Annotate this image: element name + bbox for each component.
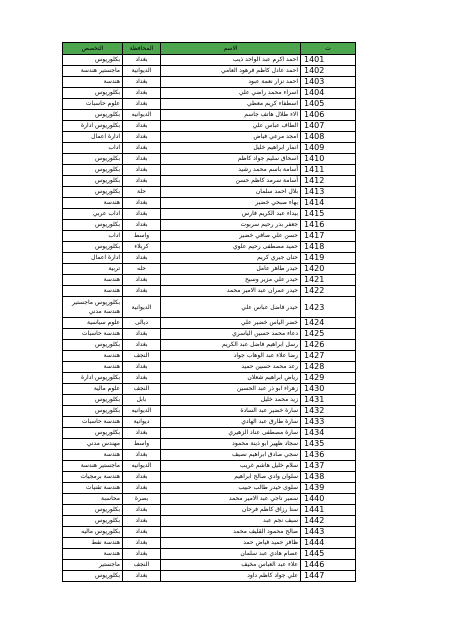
cell-governorate: بغداد xyxy=(123,571,161,582)
cell-name: حيدر علي مزير وسيح xyxy=(161,275,301,286)
cell-governorate: بغداد xyxy=(123,220,161,231)
cell-governorate: بغداد xyxy=(123,538,161,549)
table-row xyxy=(63,362,356,373)
cell-specialty: بكلوريوس xyxy=(63,428,123,439)
cell-name: حيدر عمران عبد الامير محمد xyxy=(161,286,301,297)
table-row xyxy=(63,340,356,351)
cell-number: 1437 xyxy=(301,461,356,472)
cell-specialty: بكلوريوس xyxy=(63,187,123,198)
cell-number: 1413 xyxy=(301,187,356,198)
cell-governorate: بغداد xyxy=(123,428,161,439)
table-row xyxy=(63,373,356,384)
cell-number: 1447 xyxy=(301,571,356,582)
cell-name: عصام هادي عبد سلمان xyxy=(161,549,301,560)
table-row xyxy=(63,516,356,527)
cell-governorate: بغداد xyxy=(123,472,161,483)
roster-sheet xyxy=(62,42,355,582)
cell-governorate: ديوانية xyxy=(123,417,161,428)
cell-specialty: بكلوريوس xyxy=(63,110,123,121)
cell-specialty: بكلوريوس ادارة xyxy=(63,373,123,384)
cell-name: زهراء ابو ذر عبد الحسين xyxy=(161,384,301,395)
cell-specialty: علوم سياسية xyxy=(63,318,123,329)
cell-specialty: هندسة نفط xyxy=(63,538,123,549)
cell-name: بهاء صبحي خضير xyxy=(161,198,301,209)
table-row xyxy=(63,231,356,242)
cell-name: بيداء عبد الكريم فارس xyxy=(161,209,301,220)
cell-number: 1415 xyxy=(301,209,356,220)
cell-governorate: بغداد xyxy=(123,253,161,264)
cell-governorate: بغداد xyxy=(123,527,161,538)
cell-name: الطاف عباس علي xyxy=(161,121,301,132)
cell-specialty: بكلوريوس xyxy=(63,505,123,516)
cell-name: احمد نزار نعمة عبود xyxy=(161,77,301,88)
table-row xyxy=(63,165,356,176)
table-row xyxy=(63,66,356,77)
cell-governorate: واسط xyxy=(123,231,161,242)
cell-name: علي جواد كاظم داود xyxy=(161,571,301,582)
cell-name: امجد مرعي فياض xyxy=(161,132,301,143)
table-row xyxy=(63,198,356,209)
table-row xyxy=(63,187,356,198)
table-row xyxy=(63,538,356,549)
cell-name: جعفر بدر رحيم سربوت xyxy=(161,220,301,231)
cell-name: سجي صادق ابراهيم نصيف xyxy=(161,450,301,461)
cell-specialty: بكلوريوس xyxy=(63,340,123,351)
cell-number: 1403 xyxy=(301,77,356,88)
cell-specialty: ماجستير هندسة xyxy=(63,461,123,472)
cell-governorate: الديوانيه xyxy=(123,406,161,417)
table-row xyxy=(63,417,356,428)
cell-governorate: بغداد xyxy=(123,99,161,110)
cell-specialty: علوم مالية xyxy=(63,384,123,395)
cell-governorate: بغداد xyxy=(123,516,161,527)
cell-number: 1418 xyxy=(301,242,356,253)
cell-number: 1427 xyxy=(301,351,356,362)
cell-governorate: بغداد xyxy=(123,275,161,286)
cell-specialty: بكلوريوس xyxy=(63,242,123,253)
cell-governorate: بغداد xyxy=(123,143,161,154)
table-row xyxy=(63,121,356,132)
cell-name: سنا رزاق كاظم فرحان xyxy=(161,505,301,516)
cell-specialty: بكلوريوس xyxy=(63,154,123,165)
cell-name: سارة مصطفى عناد الزهيري xyxy=(161,428,301,439)
cell-name: احمد عادل كاظم فرهود العامي xyxy=(161,66,301,77)
cell-name: رياض ابراهيم شعلان xyxy=(161,373,301,384)
cell-specialty: بكلوريوس xyxy=(63,165,123,176)
table-row xyxy=(63,461,356,472)
cell-specialty: هندسة xyxy=(63,450,123,461)
cell-specialty: مهندس مدني xyxy=(63,439,123,450)
cell-specialty: علوم حاسبات xyxy=(63,99,123,110)
header-number: ت xyxy=(301,43,356,55)
cell-governorate: الديوانية xyxy=(123,66,161,77)
header-specialty: التخصص xyxy=(63,43,123,55)
cell-specialty: ادارة اعمال xyxy=(63,253,123,264)
cell-name: حسن علي صافي خضير xyxy=(161,231,301,242)
cell-specialty: هندسة حاسبات xyxy=(63,417,123,428)
table-row xyxy=(63,439,356,450)
table-row xyxy=(63,77,356,88)
cell-number: 1438 xyxy=(301,472,356,483)
table-row xyxy=(63,428,356,439)
cell-number: 1412 xyxy=(301,176,356,187)
cell-name: اسطفاء كريم معطي xyxy=(161,99,301,110)
cell-number: 1406 xyxy=(301,110,356,121)
cell-name: سارة خضير عبد السادة xyxy=(161,406,301,417)
cell-governorate: حله xyxy=(123,264,161,275)
cell-governorate: بغداد xyxy=(123,362,161,373)
cell-name: صالح محمود القليف محمد xyxy=(161,527,301,538)
cell-specialty: اداب عربي xyxy=(63,209,123,220)
cell-specialty: هندسة تقنيات xyxy=(63,483,123,494)
table-row xyxy=(63,571,356,582)
cell-governorate: النجف xyxy=(123,560,161,571)
cell-name: سلوان وادي صالح ابراهيم xyxy=(161,472,301,483)
cell-number: 1404 xyxy=(301,88,356,99)
table-row xyxy=(63,472,356,483)
cell-specialty: اداب xyxy=(63,143,123,154)
cell-governorate: بغداد xyxy=(123,329,161,340)
cell-number: 1436 xyxy=(301,450,356,461)
cell-number: 1419 xyxy=(301,253,356,264)
cell-specialty: بكلوريوس xyxy=(63,395,123,406)
cell-specialty: هندسة حاسبات xyxy=(63,329,123,340)
cell-name: حنان جبري كريم xyxy=(161,253,301,264)
table-row xyxy=(63,395,356,406)
cell-name: رعد محمد حسين حميد xyxy=(161,362,301,373)
cell-specialty: هندسة برمجيات xyxy=(63,472,123,483)
cell-specialty: اداب xyxy=(63,231,123,242)
table-body xyxy=(63,55,356,582)
cell-governorate: ديالى xyxy=(123,318,161,329)
cell-name: اسحاق سليم جواد كاظم xyxy=(161,154,301,165)
cell-name: حميد مصطفى رحيم علوي xyxy=(161,242,301,253)
cell-name: علاء عبد العباس مخيف xyxy=(161,560,301,571)
cell-name: احمد اكرم عبد الواحد ذيب xyxy=(161,55,301,66)
cell-specialty: بكلوريوس ماليه xyxy=(63,527,123,538)
table-row xyxy=(63,264,356,275)
cell-name: سلام خليل هاشم غريب xyxy=(161,461,301,472)
cell-specialty: هندسة xyxy=(63,198,123,209)
table-row xyxy=(63,297,356,318)
cell-governorate: بغداد xyxy=(123,132,161,143)
cell-governorate: النجف xyxy=(123,384,161,395)
cell-governorate: بغداد xyxy=(123,209,161,220)
table-row xyxy=(63,110,356,121)
cell-name: سجاد ظهير ابو ذينة محمود xyxy=(161,439,301,450)
cell-number: 1408 xyxy=(301,132,356,143)
cell-governorate: حلة xyxy=(123,187,161,198)
cell-governorate: كربلاء xyxy=(123,242,161,253)
cell-number: 1417 xyxy=(301,231,356,242)
cell-number: 1431 xyxy=(301,395,356,406)
cell-governorate: النجف xyxy=(123,351,161,362)
cell-specialty: هندسة xyxy=(63,362,123,373)
cell-name: انمار ابراهيم خليل xyxy=(161,143,301,154)
cell-name: دعاء محمد حسين الياسري xyxy=(161,329,301,340)
cell-number: 1432 xyxy=(301,406,356,417)
cell-number: 1446 xyxy=(301,560,356,571)
cell-specialty: ماجستير xyxy=(63,560,123,571)
cell-specialty: ماجستير هندسة xyxy=(63,66,123,77)
table-row xyxy=(63,560,356,571)
cell-specialty: بكلوريوس xyxy=(63,176,123,187)
cell-specialty: ادارة اعمال xyxy=(63,132,123,143)
table-row xyxy=(63,406,356,417)
table-row xyxy=(63,154,356,165)
cell-number: 1416 xyxy=(301,220,356,231)
cell-governorate: الديوانيه xyxy=(123,110,161,121)
table-row xyxy=(63,55,356,66)
table-row xyxy=(63,88,356,99)
cell-name: سارة طارق عبد الهادي xyxy=(161,417,301,428)
cell-number: 1444 xyxy=(301,538,356,549)
cell-specialty: محاسبة xyxy=(63,494,123,505)
cell-number: 1430 xyxy=(301,384,356,395)
header-governorate: المحافظة xyxy=(123,43,161,55)
table-row xyxy=(63,384,356,395)
cell-specialty: بكلوريوس xyxy=(63,571,123,582)
cell-governorate: الديوانيه xyxy=(123,461,161,472)
cell-number: 1411 xyxy=(301,165,356,176)
cell-name: اسراء محمد راضي علي xyxy=(161,88,301,99)
cell-governorate: بغداد xyxy=(123,154,161,165)
cell-governorate: بابل xyxy=(123,395,161,406)
table-row xyxy=(63,527,356,538)
cell-governorate: بغداد xyxy=(123,77,161,88)
table-row xyxy=(63,99,356,110)
cell-governorate: بغداد xyxy=(123,505,161,516)
cell-specialty: هندسة xyxy=(63,549,123,560)
cell-number: 1410 xyxy=(301,154,356,165)
cell-name: خضر الياس خضير علي xyxy=(161,318,301,329)
cell-name: حيدر فاضل عباس علي xyxy=(161,297,301,318)
cell-governorate: واسط xyxy=(123,439,161,450)
cell-name: أسامة سرمد كاظم حسن xyxy=(161,176,301,187)
cell-governorate: بغداد xyxy=(123,549,161,560)
cell-name: بلال احمد سلمان xyxy=(161,187,301,198)
cell-governorate: بصرة xyxy=(123,494,161,505)
cell-number: 1424 xyxy=(301,318,356,329)
cell-governorate: بغداد xyxy=(123,286,161,297)
cell-number: 1445 xyxy=(301,549,356,560)
cell-name: حيدر طاهر عامل xyxy=(161,264,301,275)
cell-governorate: بغداد xyxy=(123,121,161,132)
cell-number: 1420 xyxy=(301,264,356,275)
cell-number: 1443 xyxy=(301,527,356,538)
cell-number: 1441 xyxy=(301,505,356,516)
cell-number: 1414 xyxy=(301,198,356,209)
cell-specialty: هندسة xyxy=(63,351,123,362)
cell-name: الاء طلال هاتف جاسم xyxy=(161,110,301,121)
cell-specialty: بكلوريوس ادارة xyxy=(63,121,123,132)
cell-number: 1401 xyxy=(301,55,356,66)
cell-specialty: بكلوريوس xyxy=(63,406,123,417)
cell-number: 1442 xyxy=(301,516,356,527)
cell-governorate: بغداد xyxy=(123,340,161,351)
cell-name: رضا علاء عبد الوهاب جواد xyxy=(161,351,301,362)
cell-number: 1425 xyxy=(301,329,356,340)
cell-name: رسل ابراهيم فاضل عبد الكريم xyxy=(161,340,301,351)
cell-governorate: بغداد xyxy=(123,450,161,461)
table-row xyxy=(63,209,356,220)
cell-number: 1435 xyxy=(301,439,356,450)
cell-number: 1402 xyxy=(301,66,356,77)
table-row xyxy=(63,220,356,231)
cell-governorate: بغداد xyxy=(123,483,161,494)
cell-specialty: هندسة xyxy=(63,275,123,286)
cell-name: سلوى حيدر طالب حبيب xyxy=(161,483,301,494)
table-row xyxy=(63,286,356,297)
table-row xyxy=(63,176,356,187)
table-row xyxy=(63,143,356,154)
cell-number: 1433 xyxy=(301,417,356,428)
cell-governorate: بغداد xyxy=(123,88,161,99)
cell-specialty: تربية xyxy=(63,264,123,275)
cell-governorate: بغداد xyxy=(123,373,161,384)
cell-governorate: بغداد xyxy=(123,55,161,66)
cell-number: 1429 xyxy=(301,373,356,384)
roster-table xyxy=(62,42,356,582)
table-row xyxy=(63,242,356,253)
cell-specialty: هندسة xyxy=(63,286,123,297)
cell-governorate: الديوانية xyxy=(123,297,161,318)
cell-specialty: بكلوريوس xyxy=(63,516,123,527)
cell-governorate: بغداد xyxy=(123,165,161,176)
cell-number: 1407 xyxy=(301,121,356,132)
cell-name: أسامة باسم محمد رشيد xyxy=(161,165,301,176)
cell-number: 1405 xyxy=(301,99,356,110)
cell-specialty: بكلوريوس xyxy=(63,55,123,66)
table-row xyxy=(63,494,356,505)
cell-number: 1440 xyxy=(301,494,356,505)
table-row xyxy=(63,275,356,286)
cell-number: 1409 xyxy=(301,143,356,154)
cell-number: 1428 xyxy=(301,362,356,373)
table-row xyxy=(63,351,356,362)
cell-specialty: بكلوريوس xyxy=(63,220,123,231)
table-row xyxy=(63,505,356,516)
cell-name: ظافر حميد فياض حمد xyxy=(161,538,301,549)
table-row xyxy=(63,329,356,340)
table-row xyxy=(63,450,356,461)
cell-governorate: بغداد xyxy=(123,198,161,209)
cell-number: 1423 xyxy=(301,297,356,318)
table-row xyxy=(63,483,356,494)
table-row xyxy=(63,549,356,560)
cell-name: زيد محمد خليل xyxy=(161,395,301,406)
cell-governorate: بغداد xyxy=(123,176,161,187)
cell-number: 1426 xyxy=(301,340,356,351)
table-row xyxy=(63,253,356,264)
cell-specialty: بكلوريوس xyxy=(63,88,123,99)
cell-name: سمير ناجي عبد الامير محمد xyxy=(161,494,301,505)
cell-number: 1434 xyxy=(301,428,356,439)
table-row xyxy=(63,132,356,143)
cell-specialty: هندسة xyxy=(63,77,123,88)
header-row xyxy=(63,43,356,55)
cell-number: 1421 xyxy=(301,275,356,286)
cell-specialty: بكلوريوس ماجستير هندسة مدني xyxy=(63,297,123,318)
cell-number: 1439 xyxy=(301,483,356,494)
cell-number: 1422 xyxy=(301,286,356,297)
header-name: الاسم xyxy=(161,43,301,55)
table-row xyxy=(63,318,356,329)
cell-name: سيف نجم عبد xyxy=(161,516,301,527)
